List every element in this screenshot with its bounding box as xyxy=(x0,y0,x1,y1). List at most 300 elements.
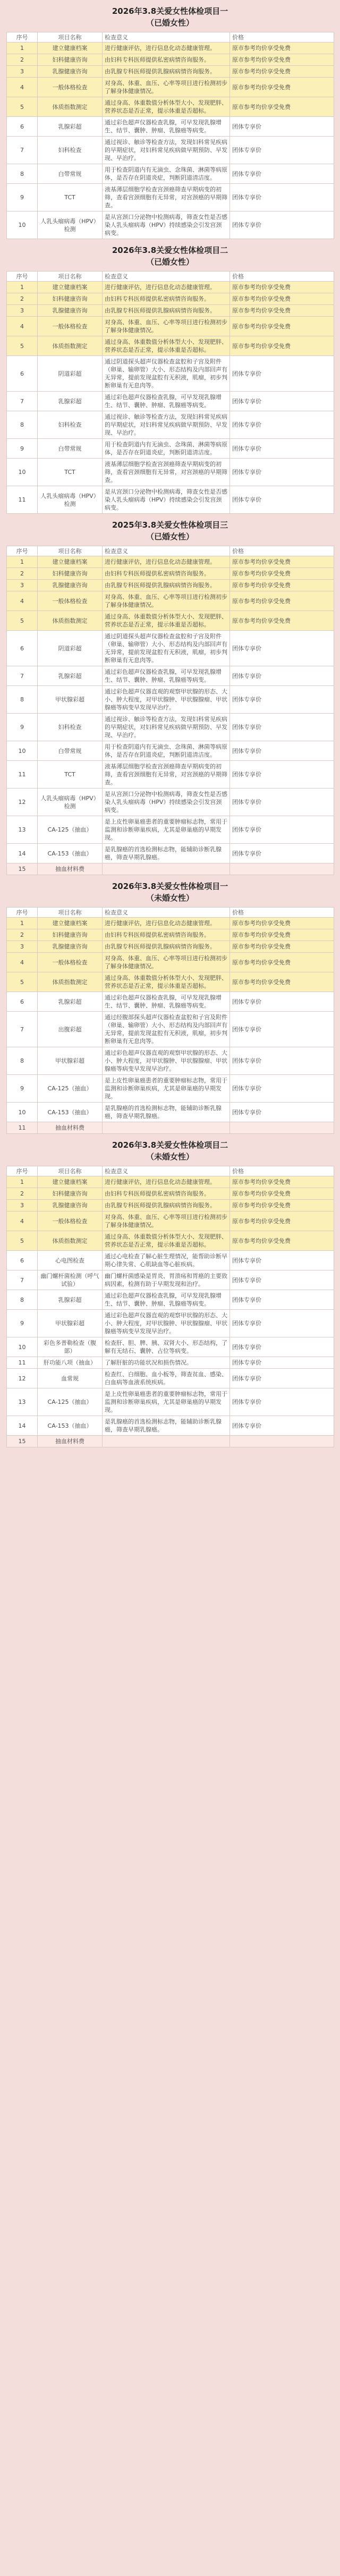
exam-package-section xyxy=(6,0,334,239)
item-price: 原市参考均价享受免费 xyxy=(230,1200,334,1211)
row-number: 11 xyxy=(7,761,38,789)
item-name: 白带常规 xyxy=(38,164,103,184)
item-significance: 由乳腺专科医师提供乳腺病病情咨询服务。 xyxy=(103,941,230,953)
row-number: 10 xyxy=(7,1103,38,1122)
row-number: 7 xyxy=(7,392,38,411)
item-name: 体质指数测定 xyxy=(38,1231,103,1251)
table-row xyxy=(7,666,334,686)
table-row xyxy=(7,556,334,568)
row-number: 9 xyxy=(7,184,38,211)
item-significance: 用于检查阴道内有无滴虫、念珠菌、淋菌等病原体，是否存在阴道炎症，判断阴道清洁度。 xyxy=(103,164,230,184)
exam-items-table xyxy=(6,32,334,239)
row-number: 8 xyxy=(7,164,38,184)
table-row xyxy=(7,686,334,714)
item-name: 乳腺健康咨询 xyxy=(38,580,103,591)
row-number: 10 xyxy=(7,1337,38,1357)
row-number: 4 xyxy=(7,78,38,97)
item-significance: 通过视诊、触诊等检查方法，发现妇科常见疾病的早期症状，对妇科常见疾病做早期预防、早发现、早治疗。 xyxy=(103,714,230,741)
section-subtitle: （已婚女性） xyxy=(146,532,194,541)
item-name: 一般体格检查 xyxy=(38,317,103,336)
item-price: 原市参考均价享受免费 xyxy=(230,580,334,591)
item-name: 妇科检查 xyxy=(38,714,103,741)
item-price: 团体专享价 xyxy=(230,1369,334,1388)
table-row xyxy=(7,1270,334,1290)
item-significance: 是上皮性卵巢癌患者的重要肿瘤标志物，常用于监测和诊断卵巢疾病，尤其是卵巢癌的早期发现。 xyxy=(103,816,230,844)
header-row xyxy=(7,908,334,918)
table-row xyxy=(7,941,334,953)
table-row xyxy=(7,918,334,929)
item-name: 幽门螺杆菌检测（呼气试验） xyxy=(38,1270,103,1290)
table-row xyxy=(7,591,334,611)
item-significance: 是从宫颈口分泌物中检测病毒，筛查女性是否感染人乳头瘤病毒（HPV）持续感染会引发宫颈病变。 xyxy=(103,486,230,514)
table-row xyxy=(7,992,334,1012)
item-name: 人乳头瘤病毒（HPV）检测 xyxy=(38,211,103,239)
item-price xyxy=(230,863,334,875)
row-number: 2 xyxy=(7,1188,38,1200)
item-price: 原市参考均价享受免费 xyxy=(230,66,334,78)
item-price: 原市参考均价享受免费 xyxy=(230,591,334,611)
table-row xyxy=(7,972,334,992)
item-price: 团体专享价 xyxy=(230,631,334,666)
table-row xyxy=(7,164,334,184)
section-subtitle: （未婚女性） xyxy=(146,893,194,903)
row-number: 1 xyxy=(7,1176,38,1188)
table-row xyxy=(7,293,334,305)
item-name: 乳腺健康咨询 xyxy=(38,1200,103,1211)
table-row xyxy=(7,1176,334,1188)
item-significance: 是上皮性卵巢癌患者的重要肿瘤标志物，常用于监测和诊断卵巢疾病，尤其是卵巢癌的早期发现。 xyxy=(103,1075,230,1103)
table-row xyxy=(7,1337,334,1357)
table-header xyxy=(7,272,334,282)
header-item-name: 项目名称 xyxy=(38,908,103,918)
row-number: 5 xyxy=(7,97,38,117)
exam-items-table xyxy=(6,907,334,1134)
item-name: 妇科健康咨询 xyxy=(38,929,103,941)
item-price: 团体专享价 xyxy=(230,411,334,439)
header-no: 序号 xyxy=(7,908,38,918)
table-row xyxy=(7,611,334,631)
table-row xyxy=(7,54,334,66)
item-significance: 液基薄层细胞学检查宫颈癌筛查早期病变的初筛，查看宫颈细胞有无异常，对宫颈癌的早期筛查。 xyxy=(103,459,230,486)
item-significance: 检查肝、胆、脾、胰、双肾大小、形态结构，了解有无结石、囊肿、占位等病变。 xyxy=(103,1337,230,1357)
row-number: 8 xyxy=(7,411,38,439)
item-price: 团体专享价 xyxy=(230,137,334,164)
item-price: 团体专享价 xyxy=(230,1012,334,1047)
header-no: 序号 xyxy=(7,546,38,556)
item-name: 抽血材料费 xyxy=(38,863,103,875)
item-price xyxy=(230,1436,334,1447)
exam-items-table xyxy=(6,271,334,514)
table-row xyxy=(7,282,334,293)
table-row xyxy=(7,411,334,439)
item-price: 原市参考均价享受免费 xyxy=(230,282,334,293)
row-number: 7 xyxy=(7,1012,38,1047)
row-number: 6 xyxy=(7,117,38,137)
table-row xyxy=(7,1047,334,1075)
table-header xyxy=(7,908,334,918)
item-price: 团体专享价 xyxy=(230,356,334,392)
table-row xyxy=(7,317,334,336)
item-price: 团体专享价 xyxy=(230,1251,334,1270)
item-name: 肝功能八项（抽血） xyxy=(38,1357,103,1369)
row-number: 6 xyxy=(7,1251,38,1270)
item-significance: 进行健康评估，进行信息化动态健康管理。 xyxy=(103,282,230,293)
item-name: 甲状腺彩超 xyxy=(38,1047,103,1075)
item-name: CA-153（抽血） xyxy=(38,1103,103,1122)
item-name: 妇科健康咨询 xyxy=(38,54,103,66)
table-row xyxy=(7,568,334,580)
item-price: 团体专享价 xyxy=(230,1337,334,1357)
item-significance: 由妇科专科医师提供私密病情咨询服务。 xyxy=(103,1188,230,1200)
item-price: 原市参考均价享受免费 xyxy=(230,317,334,336)
item-price: 原市参考均价享受免费 xyxy=(230,1188,334,1200)
item-significance: 通过彩色超声仪器直观的观察甲状腺的形态、大小、肿大程度，对甲状腺肿、甲状腺腺瘤、甲状腺癌等病变早发现早治疗。 xyxy=(103,1047,230,1075)
table-row xyxy=(7,459,334,486)
item-price: 团体专享价 xyxy=(230,1047,334,1075)
item-significance xyxy=(103,863,230,875)
header-significance: 检查意义 xyxy=(103,272,230,282)
section-subtitle: （已婚女性） xyxy=(146,18,194,28)
row-number: 15 xyxy=(7,1436,38,1447)
item-name: 乳腺彩超 xyxy=(38,117,103,137)
row-number: 4 xyxy=(7,953,38,972)
header-no: 序号 xyxy=(7,1166,38,1176)
item-name: 妇科健康咨询 xyxy=(38,568,103,580)
item-price: 团体专享价 xyxy=(230,1416,334,1436)
item-price: 原市参考均价享受免费 xyxy=(230,43,334,54)
row-number: 1 xyxy=(7,282,38,293)
item-significance: 通过身高、体重数值分析体型大小、发现肥胖、营养状态是否正常，提示体重是否超标。 xyxy=(103,1231,230,1251)
header-price: 价格 xyxy=(230,546,334,556)
item-significance: 由乳腺专科医师提供乳腺病病情咨询服务。 xyxy=(103,305,230,317)
item-price: 团体专享价 xyxy=(230,1357,334,1369)
item-significance: 通过彩色超声仪器直观的观察甲状腺的形态、大小、肿大程度，对甲状腺肿、甲状腺腺瘤、甲状腺癌等病变早发现早治疗。 xyxy=(103,1310,230,1337)
item-name: 一般体格检查 xyxy=(38,1211,103,1231)
item-name: 乳腺彩超 xyxy=(38,392,103,411)
header-significance: 检查意义 xyxy=(103,1166,230,1176)
item-significance: 由妇科专科医师提供私密病情咨询服务。 xyxy=(103,54,230,66)
table-row xyxy=(7,863,334,875)
table-row xyxy=(7,1416,334,1436)
table-row xyxy=(7,844,334,863)
row-number: 5 xyxy=(7,611,38,631)
item-price: 团体专享价 xyxy=(230,1270,334,1290)
item-name: 甲状腺彩超 xyxy=(38,1310,103,1337)
header-significance: 检查意义 xyxy=(103,908,230,918)
exam-items-table xyxy=(6,546,334,875)
table-header xyxy=(7,1166,334,1176)
table-row xyxy=(7,580,334,591)
item-significance: 进行健康评估，进行信息化动态健康管理。 xyxy=(103,556,230,568)
header-no: 序号 xyxy=(7,32,38,43)
item-price: 团体专享价 xyxy=(230,486,334,514)
table-row xyxy=(7,356,334,392)
item-significance: 由妇科专科医师提供私密病情咨询服务。 xyxy=(103,293,230,305)
item-significance: 通过阴道探头超声仪器检查盆腔和子宫及附件（卵巢、输卵管）大小、形态结构及内部回声有无异常，提前发现盆腔有无积液，肌瘤，初步判断卵巢有无息肉等。 xyxy=(103,356,230,392)
item-name: 甲状腺彩超 xyxy=(38,686,103,714)
item-name: 白带常规 xyxy=(38,741,103,761)
table-row xyxy=(7,1075,334,1103)
row-number: 8 xyxy=(7,686,38,714)
section-subtitle: （已婚女性） xyxy=(146,257,194,267)
item-significance: 通过身高、体重数值分析体型大小、发现肥胖、营养状态是否正常，提示体重是否超标。 xyxy=(103,972,230,992)
item-price: 团体专享价 xyxy=(230,1075,334,1103)
item-name: CA-153（抽血） xyxy=(38,844,103,863)
table-row xyxy=(7,1290,334,1310)
item-name: 体质指数测定 xyxy=(38,611,103,631)
item-price: 团体专享价 xyxy=(230,211,334,239)
table-row xyxy=(7,1369,334,1388)
item-name: 乳腺健康咨询 xyxy=(38,941,103,953)
item-significance: 是乳腺癌的首选检测标志物，能辅助诊断乳腺癌，筛查早期乳腺癌。 xyxy=(103,1103,230,1122)
row-number: 10 xyxy=(7,211,38,239)
item-price: 原市参考均价享受免费 xyxy=(230,1211,334,1231)
item-name: 白带常规 xyxy=(38,439,103,459)
row-number: 7 xyxy=(7,1270,38,1290)
row-number: 1 xyxy=(7,556,38,568)
item-significance: 由乳腺专科医师提供乳腺病病情咨询服务。 xyxy=(103,580,230,591)
item-name: 妇科健康咨询 xyxy=(38,1188,103,1200)
row-number: 5 xyxy=(7,1231,38,1251)
header-row xyxy=(7,1166,334,1176)
table-row xyxy=(7,761,334,789)
row-number: 5 xyxy=(7,972,38,992)
row-number: 5 xyxy=(7,336,38,356)
item-price: 团体专享价 xyxy=(230,1310,334,1337)
item-name: 人乳头瘤病毒（HPV）检测 xyxy=(38,486,103,514)
item-price: 原市参考均价享受免费 xyxy=(230,918,334,929)
row-number: 1 xyxy=(7,918,38,929)
item-name: 乳腺彩超 xyxy=(38,992,103,1012)
exam-package-section xyxy=(6,514,334,875)
header-price: 价格 xyxy=(230,908,334,918)
table-row xyxy=(7,117,334,137)
item-price: 团体专享价 xyxy=(230,816,334,844)
table-row xyxy=(7,78,334,97)
item-price: 原市参考均价享受免费 xyxy=(230,611,334,631)
item-significance: 对身高、体重、血压、心率等项目进行检测初步了解身体健康情况。 xyxy=(103,1211,230,1231)
item-significance: 是乳腺癌的首选检测标志物，能辅助诊断乳腺癌，筛查早期乳腺癌。 xyxy=(103,844,230,863)
item-price: 团体专享价 xyxy=(230,789,334,816)
item-price: 原市参考均价享受免费 xyxy=(230,941,334,953)
table-row xyxy=(7,1388,334,1416)
item-significance: 用于检查阴道内有无滴虫、念珠菌、淋菌等病原体，是否存在阴道炎症，判断阴道清洁度。 xyxy=(103,741,230,761)
item-name: 乳腺健康咨询 xyxy=(38,66,103,78)
item-significance: 通过彩色超声仪器检查乳腺，可早发现乳腺增生、结节、囊肿、肿瘤、乳腺癌等病变。 xyxy=(103,117,230,137)
item-price: 团体专享价 xyxy=(230,666,334,686)
item-significance: 进行健康评估，进行信息化动态健康管理。 xyxy=(103,43,230,54)
item-price: 原市参考均价享受免费 xyxy=(230,336,334,356)
item-price: 原市参考均价享受免费 xyxy=(230,78,334,97)
item-price: 原市参考均价享受免费 xyxy=(230,972,334,992)
table-row xyxy=(7,66,334,78)
header-significance: 检查意义 xyxy=(103,32,230,43)
table-row xyxy=(7,1012,334,1047)
row-number: 6 xyxy=(7,356,38,392)
table-row xyxy=(7,1211,334,1231)
header-price: 价格 xyxy=(230,1166,334,1176)
table-row xyxy=(7,184,334,211)
table-row xyxy=(7,1310,334,1337)
row-number: 11 xyxy=(7,486,38,514)
item-price: 原市参考均价享受免费 xyxy=(230,305,334,317)
row-number: 2 xyxy=(7,54,38,66)
item-significance: 检查红、白细胞、血小板等，筛查贫血、感染、白血病等血液系统疾病。 xyxy=(103,1369,230,1388)
section-title: 2026年3.8关爱女性体检项目一 xyxy=(112,882,228,891)
item-name: CA-125（抽血） xyxy=(38,816,103,844)
item-price: 团体专享价 xyxy=(230,164,334,184)
table-row xyxy=(7,137,334,164)
item-name: 体质指数测定 xyxy=(38,972,103,992)
item-name: 建立健康档案 xyxy=(38,918,103,929)
row-number: 12 xyxy=(7,1369,38,1388)
item-significance: 由乳腺专科医师提供乳腺病病情咨询服务。 xyxy=(103,1200,230,1211)
item-price: 原市参考均价享受免费 xyxy=(230,54,334,66)
table-row xyxy=(7,97,334,117)
item-price: 团体专享价 xyxy=(230,844,334,863)
item-name: 体质指数测定 xyxy=(38,97,103,117)
item-price: 团体专享价 xyxy=(230,686,334,714)
item-price: 团体专享价 xyxy=(230,459,334,486)
row-number: 2 xyxy=(7,293,38,305)
item-name: 一般体格检查 xyxy=(38,78,103,97)
item-name: 人乳头瘤病毒（HPV）检测 xyxy=(38,789,103,816)
table-row xyxy=(7,714,334,741)
table-row xyxy=(7,1357,334,1369)
item-name: 妇科健康咨询 xyxy=(38,293,103,305)
item-significance: 对身高、体重、血压、心率等项目进行检测初步了解身体健康情况。 xyxy=(103,591,230,611)
item-significance: 进行健康评估，进行信息化动态健康管理。 xyxy=(103,918,230,929)
item-name: TCT xyxy=(38,761,103,789)
table-row xyxy=(7,486,334,514)
row-number: 6 xyxy=(7,631,38,666)
header-row xyxy=(7,546,334,556)
item-significance: 通过身高、体重数值分析体型大小、发现肥胖、营养状态是否正常，提示体重是否超标。 xyxy=(103,97,230,117)
header-price: 价格 xyxy=(230,272,334,282)
header-item-name: 项目名称 xyxy=(38,32,103,43)
item-name: 乳腺彩超 xyxy=(38,666,103,686)
header-price: 价格 xyxy=(230,32,334,43)
item-price: 团体专享价 xyxy=(230,392,334,411)
item-name: TCT xyxy=(38,184,103,211)
row-number: 4 xyxy=(7,317,38,336)
item-name: 妇科检查 xyxy=(38,411,103,439)
table-row xyxy=(7,43,334,54)
item-significance: 液基薄层细胞学检查宫颈癌筛查早期病变的初筛，查看宫颈细胞有无异常，对宫颈癌的早期筛查。 xyxy=(103,184,230,211)
item-name: 抽血材料费 xyxy=(38,1436,103,1447)
row-number: 11 xyxy=(7,1122,38,1134)
item-significance: 是乳腺癌的首选检测标志物，能辅助诊断乳腺癌，筛查早期乳腺癌。 xyxy=(103,1416,230,1436)
item-name: 乳腺彩超 xyxy=(38,1290,103,1310)
row-number: 3 xyxy=(7,941,38,953)
row-number: 11 xyxy=(7,1357,38,1369)
item-name: 心电图检查 xyxy=(38,1251,103,1270)
item-price: 团体专享价 xyxy=(230,439,334,459)
item-significance: 通过身高、体重数值分析体型大小、发现肥胖、营养状态是否正常，提示体重是否超标。 xyxy=(103,336,230,356)
item-significance: 通过彩色超声仪器检查乳腺，可早发现乳腺增生、结节、囊肿、肿瘤、乳腺癌等病变。 xyxy=(103,392,230,411)
item-name: 一般体格检查 xyxy=(38,591,103,611)
row-number: 8 xyxy=(7,1290,38,1310)
exam-items-table xyxy=(6,1166,334,1447)
item-name: 出腹彩超 xyxy=(38,1012,103,1047)
header-no: 序号 xyxy=(7,272,38,282)
header-row xyxy=(7,272,334,282)
item-significance: 是从宫颈口分泌物中检测病毒，筛查女性是否感染人乳头瘤病毒（HPV）持续感染会引发宫颈病变。 xyxy=(103,211,230,239)
item-significance: 进行健康评估，进行信息化动态健康管理。 xyxy=(103,1176,230,1188)
header-significance: 检查意义 xyxy=(103,546,230,556)
table-row xyxy=(7,929,334,941)
item-significance: 用于检查阴道内有无滴虫、念珠菌、淋菌等病原体，是否存在阴道炎症，判断阴道清洁度。 xyxy=(103,439,230,459)
table-row xyxy=(7,1200,334,1211)
item-significance: 对身高、体重、血压、心率等项目进行检测初步了解身体健康情况。 xyxy=(103,317,230,336)
row-number: 10 xyxy=(7,741,38,761)
table-row xyxy=(7,953,334,972)
row-number: 12 xyxy=(7,789,38,816)
exam-package-section xyxy=(6,875,334,1134)
row-number: 3 xyxy=(7,305,38,317)
item-name: 血常规 xyxy=(38,1369,103,1388)
section-title: 2026年3.8关爱女性体检项目一 xyxy=(112,6,228,16)
item-name: 建立健康档案 xyxy=(38,43,103,54)
item-name: CA-125（抽血） xyxy=(38,1388,103,1416)
item-price: 团体专享价 xyxy=(230,1103,334,1122)
table-row xyxy=(7,631,334,666)
row-number: 14 xyxy=(7,844,38,863)
item-significance: 通过阴道探头超声仪器检查盆腔和子宫及附件（卵巢、输卵管）大小、形态结构及内部回声有无异常，提前发现盆腔有无积液，肌瘤，初步判断卵巢有无息肉等。 xyxy=(103,631,230,666)
table-row xyxy=(7,1231,334,1251)
section-title: 2025年3.8关爱女性体检项目三 xyxy=(112,520,228,530)
item-price: 团体专享价 xyxy=(230,992,334,1012)
item-name: 彩色多普勒检查（腹部） xyxy=(38,1337,103,1357)
item-significance: 由乳腺专科医师提供乳腺病病情咨询服务。 xyxy=(103,66,230,78)
table-row xyxy=(7,1188,334,1200)
item-name: 建立健康档案 xyxy=(38,1176,103,1188)
item-name: CA-153（抽血） xyxy=(38,1416,103,1436)
item-price: 原市参考均价享受免费 xyxy=(230,953,334,972)
row-number: 6 xyxy=(7,992,38,1012)
row-number: 1 xyxy=(7,43,38,54)
row-number: 15 xyxy=(7,863,38,875)
table-row xyxy=(7,305,334,317)
item-significance: 通过身高、体重数值分析体型大小、发现肥胖、营养状态是否正常，提示体重是否超标。 xyxy=(103,611,230,631)
header-item-name: 项目名称 xyxy=(38,1166,103,1176)
item-significance: 是从宫颈口分泌物中检测病毒，筛查女性是否感染人乳头瘤病毒（HPV）持续感染会引发宫颈病变。 xyxy=(103,789,230,816)
row-number: 3 xyxy=(7,580,38,591)
item-price: 团体专享价 xyxy=(230,714,334,741)
item-name: 一般体格检查 xyxy=(38,953,103,972)
row-number: 3 xyxy=(7,1200,38,1211)
item-significance: 由妇科专科医师提供私密病情咨询服务。 xyxy=(103,568,230,580)
item-significance: 通过彩色超声仪器检查乳腺，可早发现乳腺增生、结节、囊肿、肿瘤、乳腺癌等病变。 xyxy=(103,666,230,686)
header-row xyxy=(7,32,334,43)
table-row xyxy=(7,741,334,761)
item-name: CA-125（抽血） xyxy=(38,1075,103,1103)
item-name: 妇科检查 xyxy=(38,137,103,164)
item-significance: 是上皮性卵巢癌患者的重要肿瘤标志物，常用于监测和诊断卵巢疾病，尤其是卵巢癌的早期发现。 xyxy=(103,1388,230,1416)
exam-package-section xyxy=(6,239,334,514)
row-number: 10 xyxy=(7,459,38,486)
item-price: 团体专享价 xyxy=(230,761,334,789)
row-number: 2 xyxy=(7,929,38,941)
item-price: 原市参考均价享受免费 xyxy=(230,556,334,568)
item-price: 原市参考均价享受免费 xyxy=(230,97,334,117)
item-price: 团体专享价 xyxy=(230,1388,334,1416)
item-significance: 通过彩色超声仪器直观的观察甲状腺的形态、大小、肿大程度，对甲状腺肿、甲状腺腺瘤、甲状腺癌等病变早发现早治疗。 xyxy=(103,686,230,714)
row-number: 9 xyxy=(7,1075,38,1103)
table-row xyxy=(7,816,334,844)
item-name: 建立健康档案 xyxy=(38,556,103,568)
header-item-name: 项目名称 xyxy=(38,546,103,556)
